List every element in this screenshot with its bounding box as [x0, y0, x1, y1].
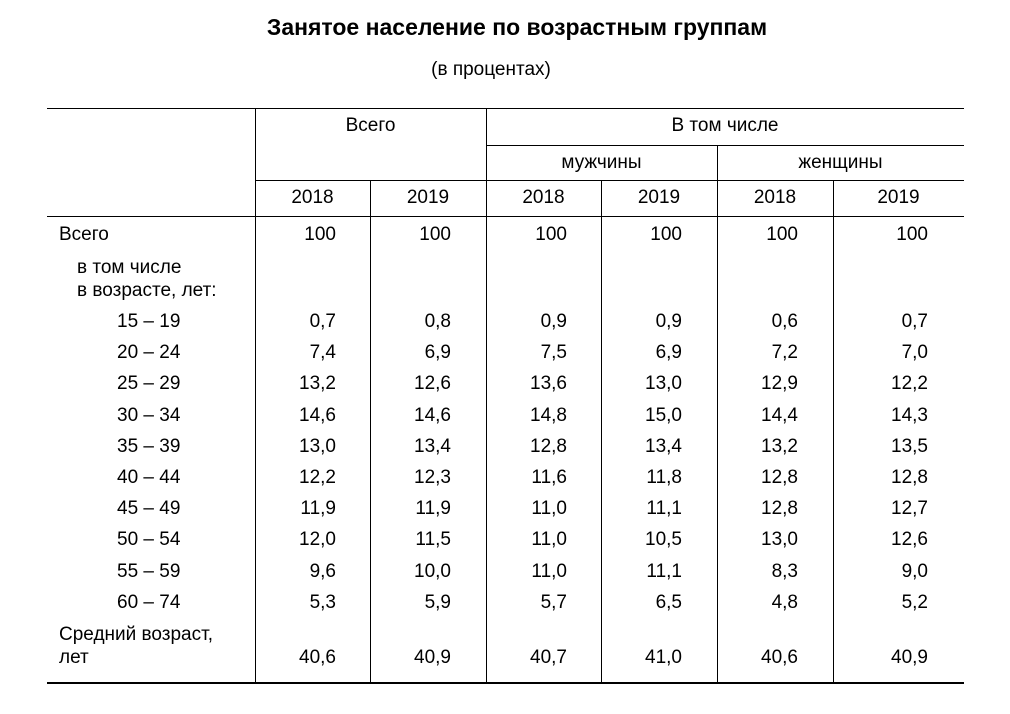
- value-cell: 5,9: [424, 591, 451, 613]
- value-cell: 40,6: [761, 647, 798, 668]
- value-cell: 40,9: [414, 647, 451, 668]
- value-cell: 100: [535, 224, 567, 245]
- value-cell: 6,5: [655, 591, 682, 613]
- value-cell: 0,9: [540, 311, 567, 332]
- value-cell: 10,0: [414, 560, 451, 582]
- value-cell: 7,0: [901, 342, 928, 364]
- value-cell: 0,6: [771, 311, 798, 332]
- value-cell: 7,2: [771, 342, 798, 364]
- value-cell: 11,0: [531, 560, 567, 582]
- value-cell: 14,6: [414, 404, 451, 426]
- value-cell: 9,0: [901, 560, 928, 582]
- value-cell: 11,0: [531, 529, 567, 551]
- header-year: 2019: [406, 187, 450, 208]
- value-cell: 5,7: [540, 591, 567, 613]
- row-label: 30 – 34: [117, 404, 181, 426]
- row-label-line: лет: [59, 647, 89, 668]
- row-label: 15 – 19: [117, 311, 181, 332]
- value-cell: 12,9: [761, 373, 798, 395]
- row-label: 40 – 44: [117, 467, 181, 488]
- value-cell: 13,5: [891, 435, 928, 457]
- value-cell: 13,6: [530, 373, 567, 395]
- value-cell: 13,0: [299, 435, 336, 457]
- value-cell: 9,6: [309, 560, 336, 582]
- value-cell: 12,8: [761, 467, 798, 488]
- value-cell: 13,4: [414, 435, 451, 457]
- value-cell: 0,7: [901, 311, 928, 332]
- value-cell: 12,6: [414, 373, 451, 395]
- value-cell: 100: [304, 224, 336, 245]
- value-cell: 12,3: [414, 467, 451, 488]
- header-men: мужчины: [561, 152, 642, 173]
- value-cell: 13,0: [645, 373, 682, 395]
- value-cell: 11,1: [646, 560, 682, 582]
- header-year: 2018: [522, 187, 565, 208]
- value-cell: 40,9: [891, 647, 928, 668]
- header-of-which: В том числе: [671, 115, 779, 136]
- rule-years: [255, 180, 964, 181]
- value-cell: 11,5: [415, 529, 451, 551]
- header-year: 2018: [753, 187, 797, 208]
- value-cell: 12,0: [299, 529, 336, 551]
- row-label: 45 – 49: [117, 498, 181, 520]
- row-label: Всего: [59, 224, 109, 245]
- value-cell: 11,8: [646, 467, 682, 488]
- value-cell: 12,2: [891, 373, 928, 395]
- value-cell: 5,3: [309, 591, 336, 613]
- value-cell: 12,6: [891, 529, 928, 551]
- table-subtitle: (в процентах): [431, 59, 551, 80]
- rule-top: [47, 108, 964, 109]
- value-cell: 10,5: [645, 529, 682, 551]
- row-label: 35 – 39: [117, 435, 181, 457]
- value-cell: 40,7: [530, 647, 567, 668]
- row-label: 25 – 29: [117, 373, 181, 395]
- table-title: Занятое население по возрастным группам: [266, 14, 768, 40]
- value-cell: 12,2: [299, 467, 336, 488]
- value-cell: 4,8: [771, 591, 798, 613]
- header-year: 2018: [291, 187, 334, 208]
- rule-of-which: [486, 145, 964, 146]
- row-label: 55 – 59: [117, 560, 181, 582]
- row-label-line: в возрасте, лет:: [77, 280, 217, 301]
- value-cell: 12,8: [761, 498, 798, 520]
- value-cell: 0,8: [424, 311, 451, 332]
- rule-header-bottom: [47, 216, 964, 217]
- value-cell: 11,9: [300, 498, 336, 520]
- value-cell: 15,0: [645, 404, 682, 426]
- value-cell: 12,7: [891, 498, 928, 520]
- value-cell: 40,6: [299, 647, 336, 668]
- rule-bottom: [47, 682, 964, 684]
- header-year: 2019: [637, 187, 681, 208]
- row-label: 20 – 24: [117, 342, 181, 364]
- value-cell: 11,0: [531, 498, 567, 520]
- value-cell: 12,8: [530, 435, 567, 457]
- value-cell: 14,8: [530, 404, 567, 426]
- value-cell: 13,2: [299, 373, 336, 395]
- value-cell: 100: [896, 224, 928, 245]
- value-cell: 0,7: [309, 311, 336, 332]
- value-cell: 5,2: [901, 591, 928, 613]
- row-label-line: в том числе: [77, 257, 182, 278]
- value-cell: 6,9: [655, 342, 682, 364]
- value-cell: 14,3: [891, 404, 928, 426]
- value-cell: 7,4: [309, 342, 336, 364]
- value-cell: 100: [419, 224, 451, 245]
- value-cell: 100: [766, 224, 798, 245]
- value-cell: 8,3: [771, 560, 798, 582]
- value-cell: 14,4: [761, 404, 798, 426]
- value-cell: 0,9: [655, 311, 682, 332]
- value-cell: 12,8: [891, 467, 928, 488]
- row-label: 50 – 54: [117, 529, 181, 551]
- value-cell: 11,1: [646, 498, 682, 520]
- header-year: 2019: [877, 187, 920, 208]
- value-cell: 6,9: [424, 342, 451, 364]
- row-label-line: Средний возраст,: [59, 624, 213, 645]
- value-cell: 11,6: [531, 467, 567, 488]
- value-cell: 14,6: [299, 404, 336, 426]
- header-total: Всего: [345, 115, 396, 136]
- value-cell: 13,0: [761, 529, 798, 551]
- value-cell: 13,2: [761, 435, 798, 457]
- value-cell: 100: [650, 224, 682, 245]
- value-cell: 41,0: [645, 647, 682, 668]
- row-label: 60 – 74: [117, 591, 181, 613]
- value-cell: 11,9: [415, 498, 451, 520]
- value-cell: 7,5: [540, 342, 567, 364]
- header-women: женщины: [798, 152, 883, 173]
- value-cell: 13,4: [645, 435, 682, 457]
